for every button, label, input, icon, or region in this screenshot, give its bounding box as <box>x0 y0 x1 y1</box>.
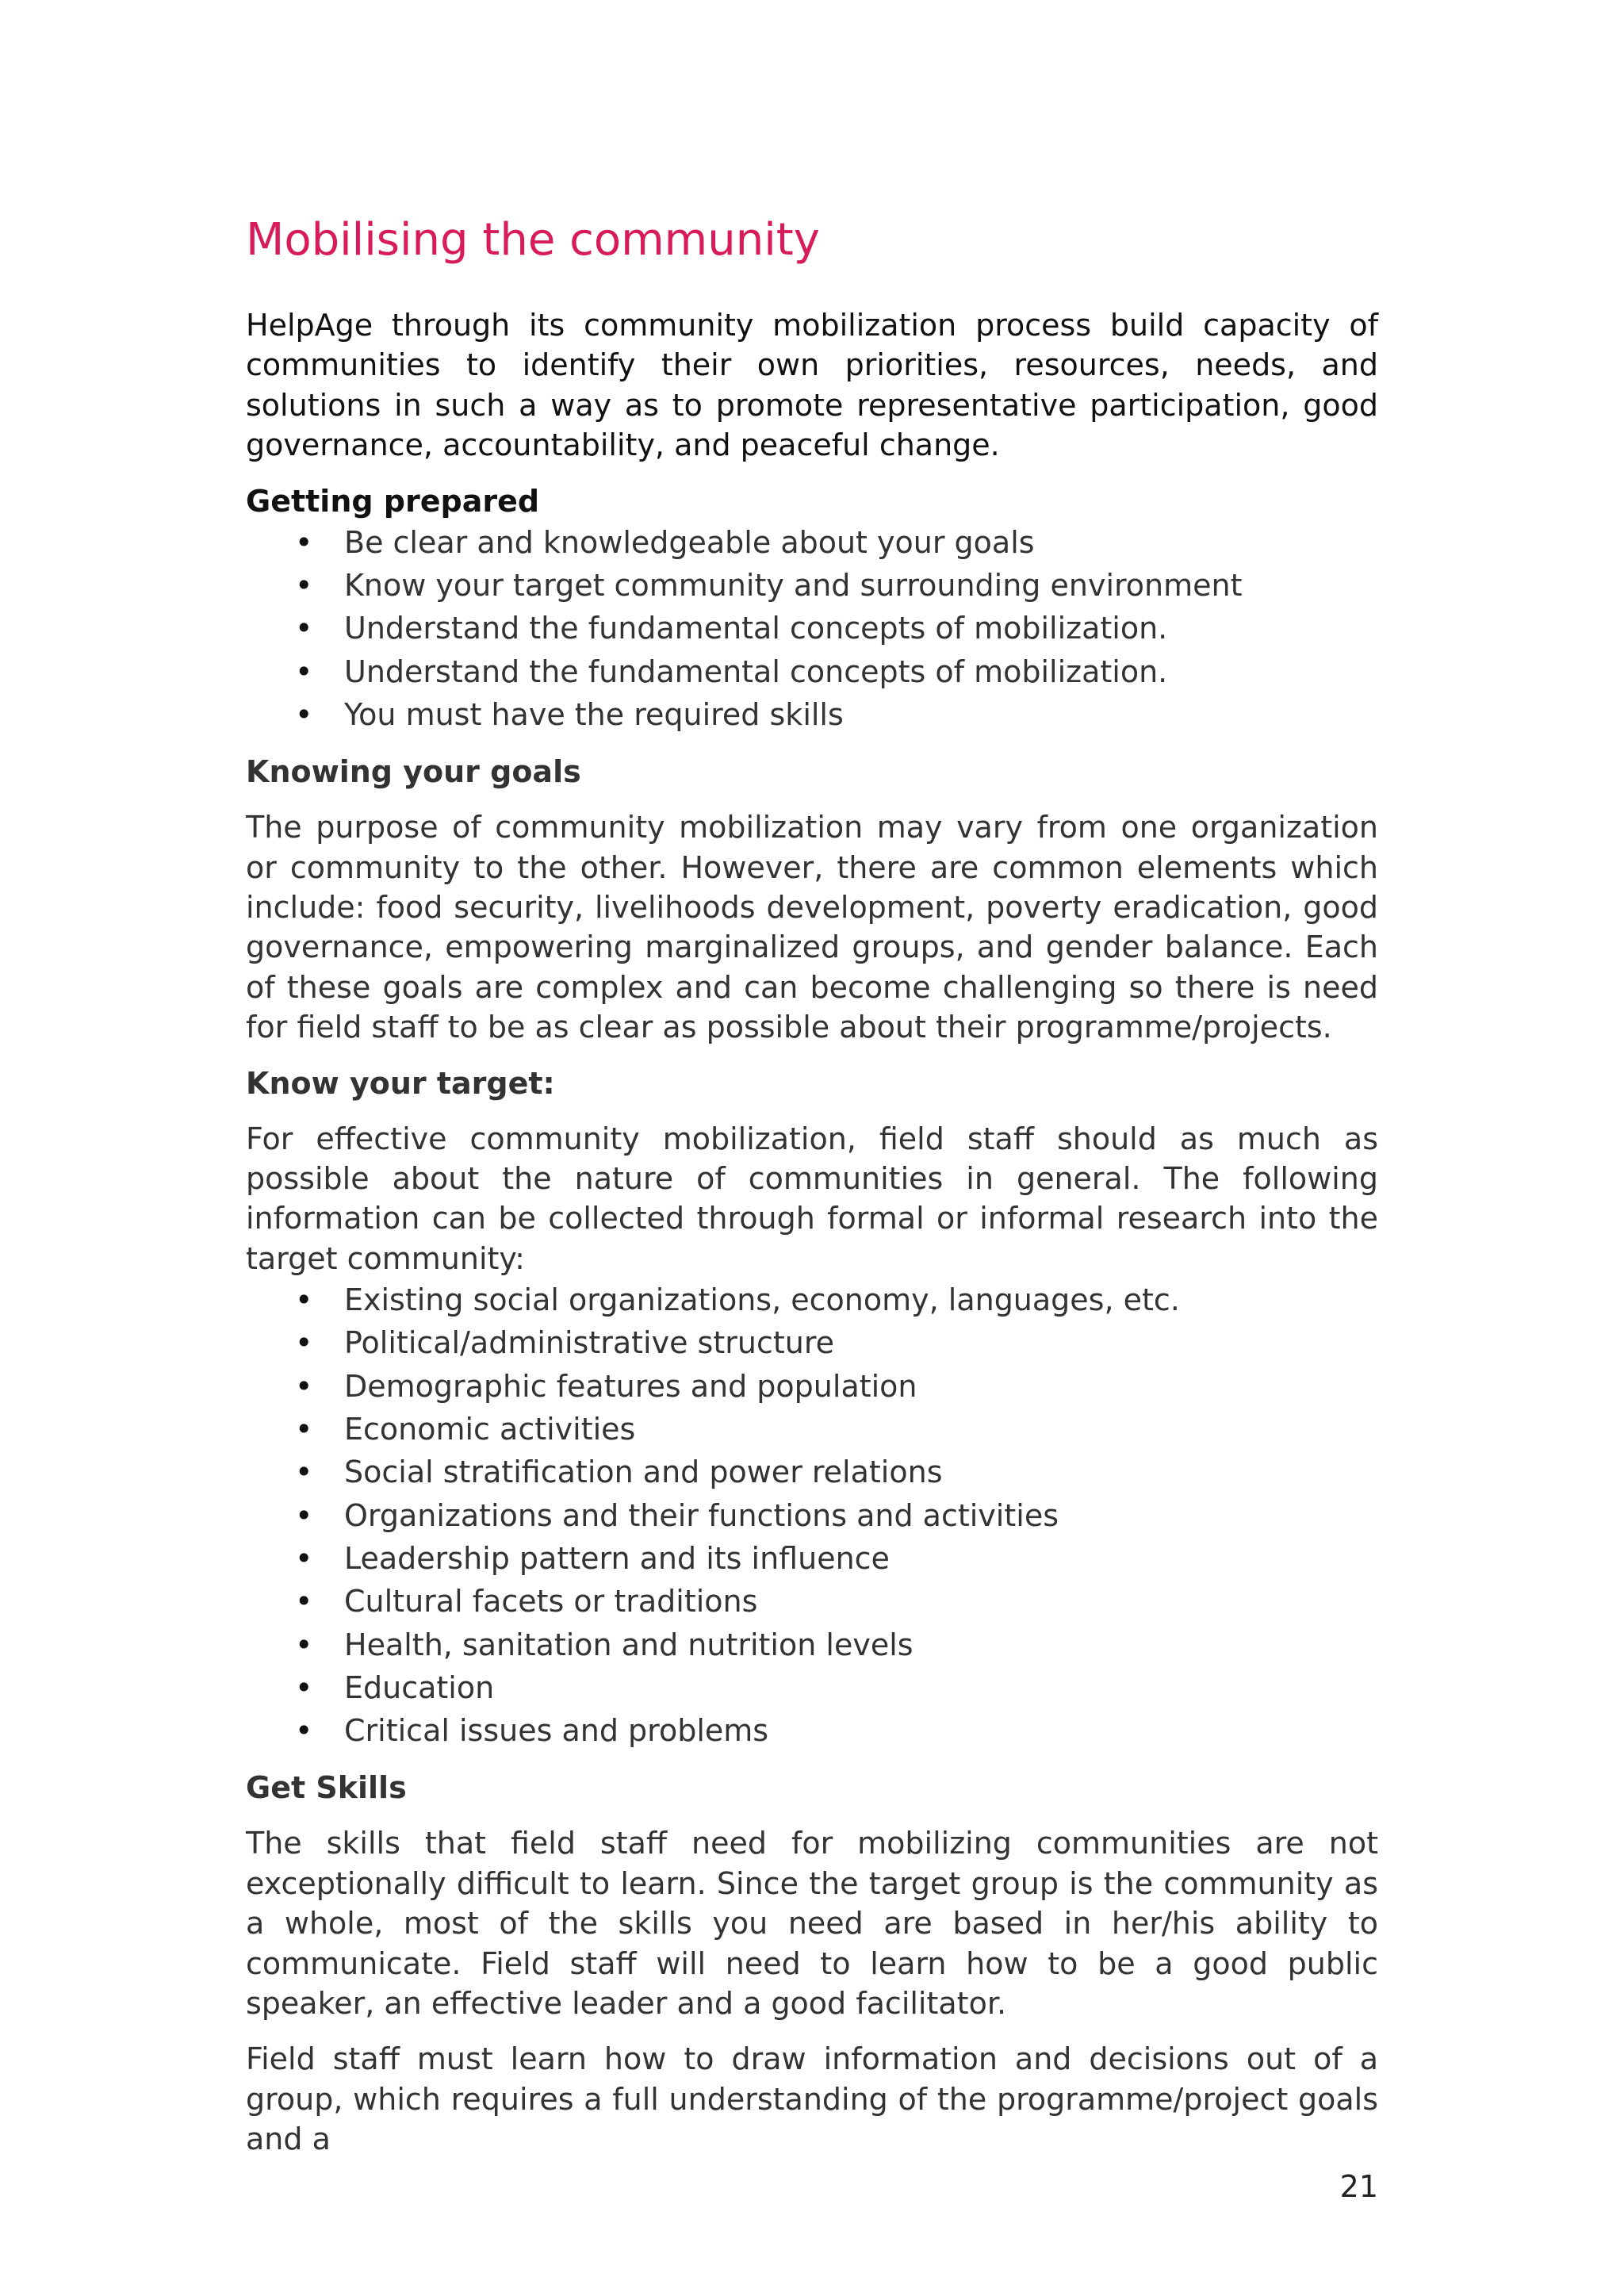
list-item: • Cultural facets or traditions <box>246 1580 1378 1623</box>
list-item: • Know your target community and surrounding environment <box>246 564 1378 607</box>
knowing-goals-heading: Knowing your goals <box>246 754 581 790</box>
list-item: • Understand the fundamental concepts of mobilization. <box>246 650 1378 693</box>
bullet-icon: • <box>295 567 313 603</box>
bullet-icon: • <box>295 524 313 560</box>
bullet-icon: • <box>295 611 313 646</box>
list-item: • Economic activities <box>246 1408 1378 1451</box>
get-skills-heading: Get Skills <box>246 1770 407 1806</box>
get-skills-paragraph-1: The skills that field staff need for mobilizing communities are not exceptionally difficult to learn. Since the target group is the community as a whole, most of the skills you need are based in her/his ability to communicate. Field staff will need to learn how to be a good public speaker, an effective leader and a good facilitator. <box>246 1826 1378 2022</box>
know-target-paragraph: For effective community mobilization, field staff should as much as possible about the nature of communities in general. The following information can be collected through formal or informal research into the target community: <box>246 1121 1378 1276</box>
bullet-icon: • <box>295 1713 313 1749</box>
know-target-list <box>246 1278 1378 1752</box>
getting-prepared-list <box>246 521 1378 736</box>
know-target-heading: Know your target: <box>246 1065 555 1101</box>
bullet-icon: • <box>295 1584 313 1619</box>
bullet-icon: • <box>295 1669 313 1705</box>
bullet-icon: • <box>295 1627 313 1662</box>
get-skills-paragraph-2: Field staff must learn how to draw information and decisions out of a group, which requires a full understanding of the programme/project goals and a <box>246 2041 1378 2157</box>
bullet-icon: • <box>295 1368 313 1404</box>
list-item: • Be clear and knowledgeable about your goals <box>246 521 1378 564</box>
page-title: Mobilising the community <box>246 214 820 266</box>
list-item: • Health, sanitation and nutrition levels <box>246 1623 1378 1666</box>
list-item: • Political/administrative structure <box>246 1321 1378 1364</box>
bullet-icon: • <box>295 1282 313 1318</box>
list-item: • You must have the required skills <box>246 693 1378 736</box>
bullet-icon: • <box>295 696 313 732</box>
getting-prepared-heading: Getting prepared <box>246 483 540 519</box>
list-item: • Existing social organizations, economy, languages, etc. <box>246 1278 1378 1321</box>
page-number: 21 <box>1339 2169 1378 2204</box>
list-item: • Education <box>246 1666 1378 1709</box>
list-item: • Organizations and their functions and activities <box>246 1494 1378 1537</box>
list-item: • Social stratification and power relations <box>246 1451 1378 1493</box>
intro-paragraph: HelpAge through its community mobilization process build capacity of communities to identify their own priorities, resources, needs, and solutions in such a way as to promote representative participation, good governance, accountability, and peaceful change. <box>246 308 1378 463</box>
page-content <box>246 305 1378 2175</box>
list-item: • Leadership pattern and its influence <box>246 1537 1378 1580</box>
bullet-icon: • <box>295 1325 313 1361</box>
bullet-icon: • <box>295 1540 313 1576</box>
list-item: • Demographic features and population <box>246 1365 1378 1408</box>
knowing-goals-paragraph: The purpose of community mobilization may vary from one organization or community to the other. However, there are common elements which include: food security, livelihoods development, poverty eradication, good governance, empowering marginalized groups, and gender balance. Each of these goals are complex and can become challenging so there is need for field staff to be as clear as possible about their programme/projects. <box>246 810 1378 1045</box>
list-item: • Critical issues and problems <box>246 1709 1378 1752</box>
bullet-icon: • <box>295 1412 313 1447</box>
bullet-icon: • <box>295 654 313 689</box>
list-item: • Understand the fundamental concepts of mobilization. <box>246 607 1378 650</box>
bullet-icon: • <box>295 1455 313 1490</box>
bullet-icon: • <box>295 1497 313 1533</box>
